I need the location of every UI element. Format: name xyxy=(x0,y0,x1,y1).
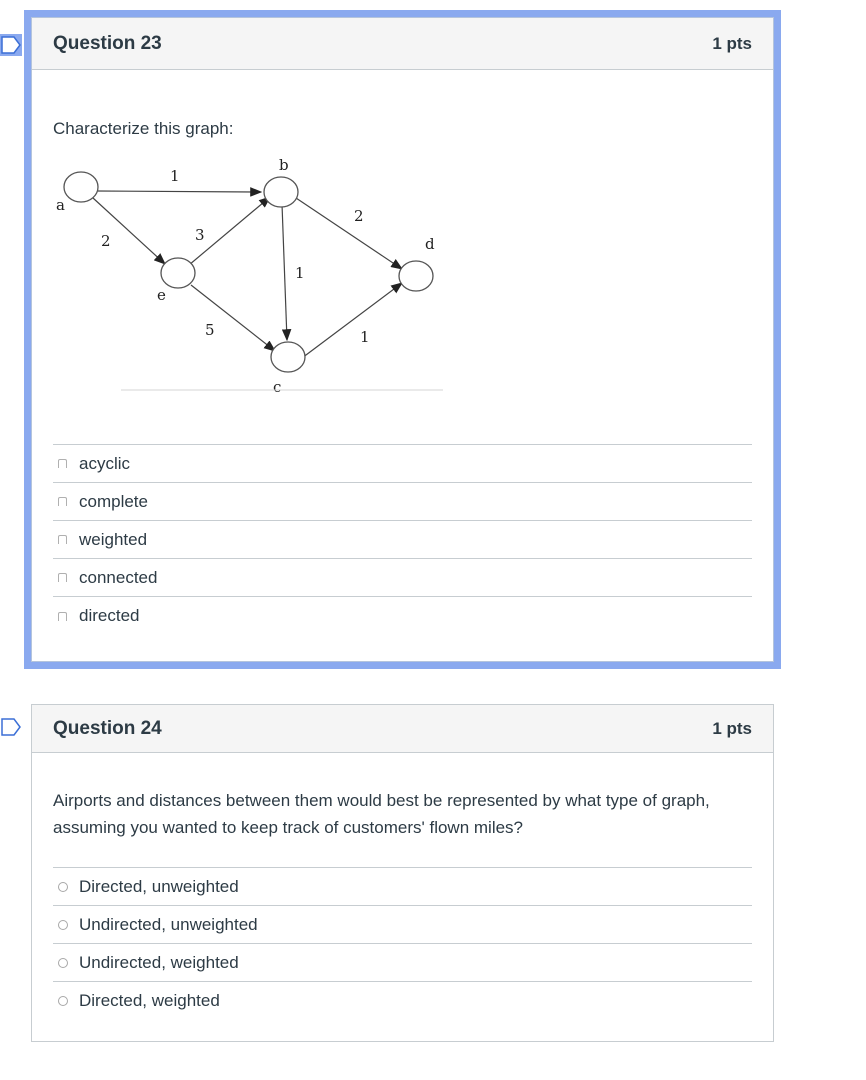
question-body xyxy=(32,753,773,1020)
question-prompt: Airports and distances between them would best be represented by what type of graph, assuming you wanted to keep track of customers' flown miles? xyxy=(53,791,710,837)
graph-diagram xyxy=(53,154,453,404)
edge-a-b xyxy=(97,191,261,192)
node-label-d: d xyxy=(425,235,435,253)
answer-option[interactable] xyxy=(53,868,752,906)
question-points: 1 pts xyxy=(712,33,752,53)
answer-label: connected xyxy=(79,567,158,587)
answer-label: Directed, weighted xyxy=(79,991,220,1010)
answer-list xyxy=(53,444,752,635)
answer-label: Undirected, unweighted xyxy=(79,914,258,934)
answer-option[interactable] xyxy=(53,521,752,559)
question-header xyxy=(32,18,773,70)
question-header xyxy=(32,705,773,753)
checkbox[interactable] xyxy=(58,535,67,544)
radio-button[interactable] xyxy=(58,882,68,892)
answer-label: directed xyxy=(79,606,140,625)
radio-button[interactable] xyxy=(58,996,68,1006)
answer-label: Directed, unweighted xyxy=(79,876,239,896)
answer-label: Undirected, weighted xyxy=(79,952,239,972)
edge-b-d xyxy=(296,198,402,269)
answer-option[interactable] xyxy=(53,982,752,1020)
node-e xyxy=(161,258,195,288)
weight-a-e: 2 xyxy=(101,232,111,250)
checkbox[interactable] xyxy=(58,612,67,621)
weight-a-b: 1 xyxy=(170,167,180,185)
node-label-b: b xyxy=(279,156,289,174)
answer-option[interactable] xyxy=(53,906,752,944)
edge-c-d xyxy=(302,283,402,358)
question-body xyxy=(32,70,773,635)
weight-b-c: 1 xyxy=(295,264,305,282)
checkbox[interactable] xyxy=(58,497,67,506)
question-24 xyxy=(31,704,774,1042)
answer-option[interactable] xyxy=(53,483,752,521)
edge-a-e xyxy=(93,198,165,264)
node-label-c: c xyxy=(273,378,282,396)
question-title: Question 24 xyxy=(53,717,162,739)
question-title: Question 23 xyxy=(53,32,162,54)
checkbox[interactable] xyxy=(58,573,67,582)
radio-button[interactable] xyxy=(58,958,68,968)
graph-image xyxy=(53,154,453,404)
radio-button[interactable] xyxy=(58,920,68,930)
answer-label: complete xyxy=(79,491,148,511)
flag-question-23-icon[interactable] xyxy=(0,34,20,54)
checkbox[interactable] xyxy=(58,459,67,468)
question-points: 1 pts xyxy=(712,718,752,738)
answer-option[interactable] xyxy=(53,445,752,483)
node-c xyxy=(271,342,305,372)
edge-e-c xyxy=(191,285,275,351)
answer-option[interactable] xyxy=(53,597,752,635)
answer-label: acyclic xyxy=(79,453,131,473)
flag-question-24-icon[interactable] xyxy=(0,717,20,737)
question-23 xyxy=(31,17,774,662)
question-prompt: Characterize this graph: xyxy=(53,119,234,138)
node-label-e: e xyxy=(157,286,166,304)
answer-list xyxy=(53,867,752,1020)
answer-option[interactable] xyxy=(53,559,752,597)
weight-e-c: 5 xyxy=(205,321,215,339)
weight-b-d: 2 xyxy=(354,207,364,225)
node-a xyxy=(64,172,98,202)
node-label-a: a xyxy=(56,196,65,214)
weight-e-b: 3 xyxy=(195,226,205,244)
weight-c-d: 1 xyxy=(360,328,370,346)
edge-b-c xyxy=(282,204,287,340)
node-b xyxy=(264,177,298,207)
node-d xyxy=(399,261,433,291)
answer-option[interactable] xyxy=(53,944,752,982)
answer-label: weighted xyxy=(79,529,148,549)
